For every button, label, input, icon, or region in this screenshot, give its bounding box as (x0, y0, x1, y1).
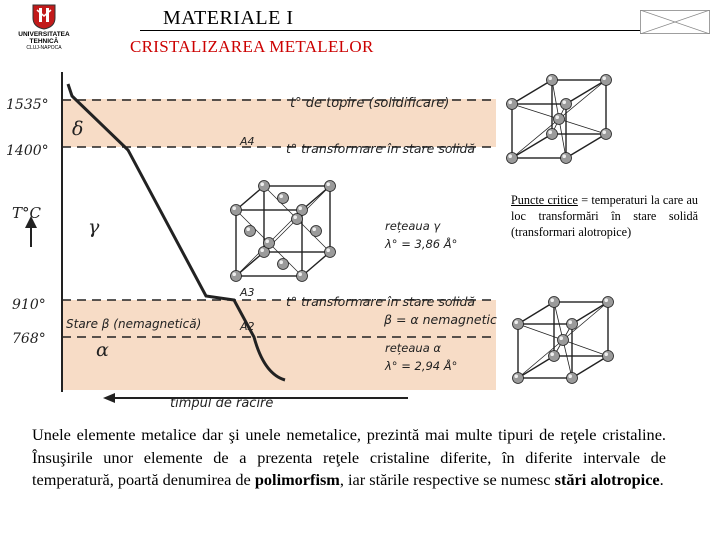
logo-line-2: TEHNICĂ (29, 38, 59, 45)
x-axis-label: timpul de răcire (170, 396, 274, 411)
page-title: MATERIALE I (163, 7, 294, 29)
point-a3: A3 (240, 286, 255, 299)
phase-gamma: γ (88, 216, 100, 238)
university-logo (6, 4, 82, 52)
header-divider (140, 30, 640, 31)
label-beta-alpha: β = α nemagnetic (384, 312, 497, 327)
label-transform-upper: t° transformare în stare solidă (286, 141, 476, 156)
para-part-1: Unele elemente metalice dar şi unele nemetalice, prezintă mai multe tipuri de reţele cristaline. Însuşirile unor elemente de a prezenta reţele cristaline diferite, în diferite intervale de temperatură, poartă denumirea de (32, 425, 666, 489)
bcc-atoms-alpha (513, 297, 614, 384)
alpha-lattice-param: λ° = 2,94 Å° (385, 359, 458, 373)
corner-decoration-icon (640, 10, 710, 34)
para-term-polymorphism: polimorfism (254, 470, 340, 489)
note-term: Puncte critice (511, 193, 578, 207)
point-a4: A4 (240, 135, 255, 148)
critical-points-note (511, 192, 698, 240)
gamma-lattice-param: λ° = 3,86 Å° (385, 237, 458, 251)
point-a2: A2 (240, 320, 255, 333)
label-melting: t° de topire (solidificare) (290, 96, 450, 111)
temp-768: 768° (12, 331, 46, 347)
temp-910: 910° (12, 297, 46, 313)
para-term-allotropic: stări alotropice (554, 470, 660, 489)
label-transform-lower: t° transformare în stare solidă (286, 294, 476, 309)
alpha-lattice-label: rețeaua α (385, 341, 442, 355)
logo-line-3: CLUJ-NAPOCA (26, 45, 62, 51)
gamma-lattice-label: rețeaua γ (385, 219, 441, 233)
note-definition: = temperaturi la care au loc transformări în stare solidă (transformari alotropice) (511, 193, 698, 239)
y-axis-label: T°C (12, 204, 41, 222)
temp-1535: 1535° (6, 97, 49, 113)
label-beta-state: Stare β (nemagnetică) (66, 317, 202, 331)
phase-alpha: α (96, 339, 109, 361)
phase-delta: δ (72, 118, 84, 140)
polymorphism-paragraph (32, 424, 666, 492)
para-part-3: . (659, 470, 664, 489)
temp-1400: 1400° (6, 143, 49, 159)
iron-cooling-diagram (0, 62, 720, 422)
section-subtitle: CRISTALIZAREA METALELOR (130, 37, 374, 56)
shield-icon (6, 4, 82, 30)
para-part-2: , iar stările respective se numesc (339, 470, 555, 489)
bcc-atoms-delta (507, 75, 612, 164)
time-axis-arrowhead-icon (103, 393, 115, 403)
logo-line-1: UNIVERSITATEA (18, 31, 70, 38)
